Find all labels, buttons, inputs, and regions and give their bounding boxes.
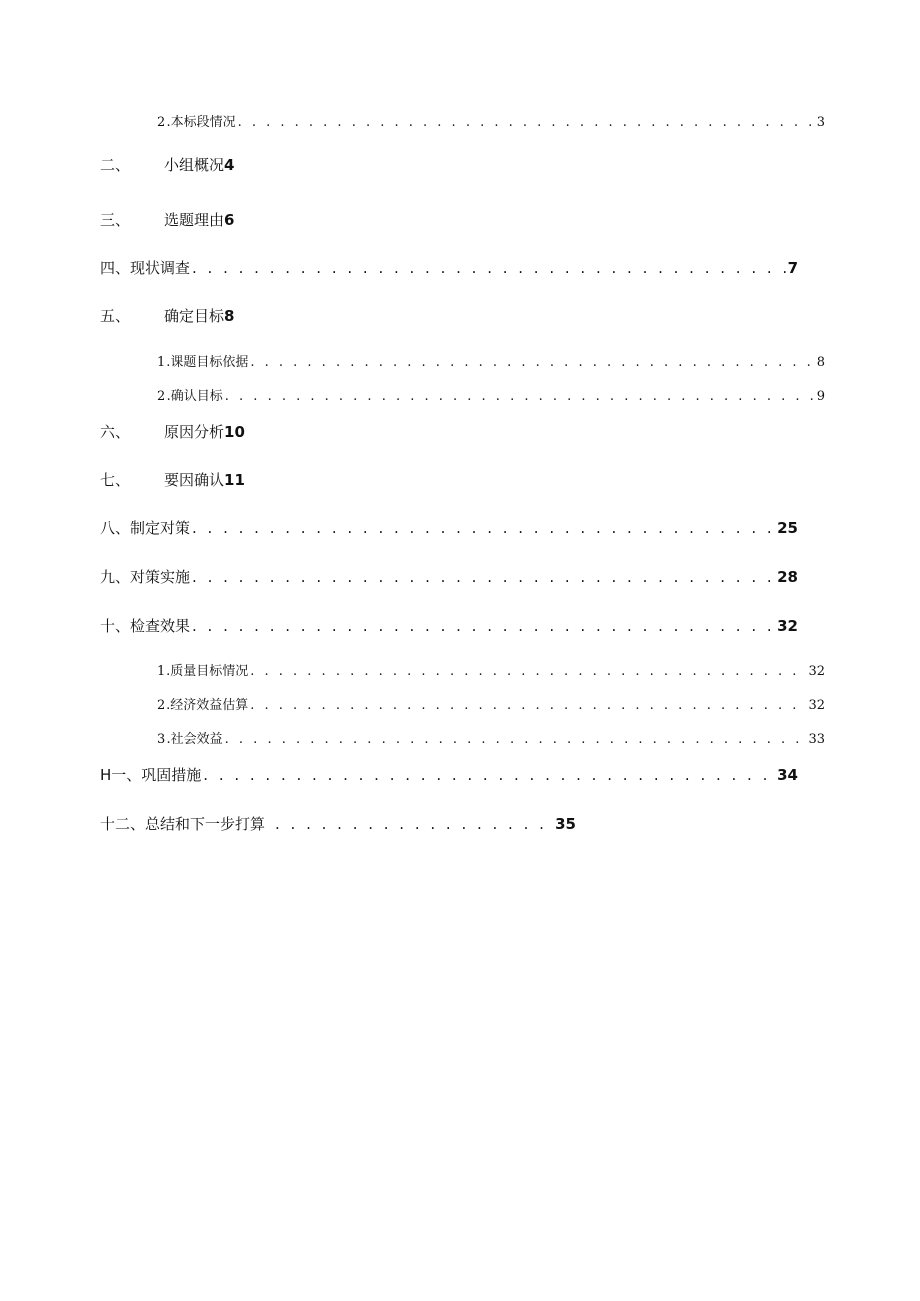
toc-entry-section-7[interactable] xyxy=(100,468,245,492)
toc-entry-sub-2-1[interactable] xyxy=(157,113,825,133)
toc-leader-dots xyxy=(203,763,775,787)
toc-entry-sub-5-1[interactable] xyxy=(157,353,825,373)
toc-entry-page: 32 xyxy=(808,698,825,713)
toc-entry-section-8[interactable] xyxy=(100,516,798,540)
toc-entry-prefix: 五、 xyxy=(100,307,131,325)
toc-entry-page: 34 xyxy=(777,766,798,784)
toc-entry-section-4[interactable] xyxy=(100,256,798,280)
toc-entry-page: 35 xyxy=(555,815,576,833)
toc-entry-page: 11 xyxy=(224,471,245,489)
toc-entry-title: .质量目标情况 xyxy=(166,664,249,679)
toc-entry-title: 十、检查效果 xyxy=(100,617,191,635)
toc-entry-section-9[interactable] xyxy=(100,565,798,589)
toc-entry-prefix: 六、 xyxy=(100,423,131,441)
toc-leader-dots xyxy=(250,353,814,373)
toc-entry-title: 对策实施 xyxy=(130,568,191,586)
toc-entry-page: 8 xyxy=(224,307,235,325)
toc-entry-title: 要因确认 xyxy=(164,471,225,489)
toc-leader-dots xyxy=(192,614,775,638)
toc-entry-section-5[interactable] xyxy=(100,304,234,328)
toc-entry-page: 32 xyxy=(808,664,825,679)
toc-leader-dots xyxy=(250,662,806,682)
toc-entry-prefix: 三、 xyxy=(100,211,131,229)
toc-entry-sub-10-1[interactable] xyxy=(157,662,825,682)
toc-entry-section-12[interactable] xyxy=(100,812,576,836)
toc-entry-page: 8 xyxy=(816,355,825,370)
toc-entry-title: .确认目标 xyxy=(166,389,223,404)
toc-entry-page: 6 xyxy=(224,211,235,229)
toc-entry-section-3[interactable] xyxy=(100,208,234,232)
toc-entry-number: 1 xyxy=(157,355,166,370)
toc-entry-number: 1 xyxy=(157,664,166,679)
toc-entry-page: 25 xyxy=(777,519,798,537)
toc-entry-title: H一、巩固措施 xyxy=(100,766,202,784)
toc-entry-page: 7 xyxy=(787,259,798,277)
toc-entry-section-2[interactable] xyxy=(100,153,234,177)
toc-entry-title: .经济效益估算 xyxy=(166,698,249,713)
toc-leader-dots xyxy=(250,696,806,716)
toc-entry-prefix: 九、 xyxy=(100,568,131,586)
toc-entry-title: 原因分析 xyxy=(164,423,225,441)
toc-entry-page: 28 xyxy=(777,568,798,586)
toc-entry-sub-10-2[interactable] xyxy=(157,696,825,716)
toc-entry-section-10[interactable] xyxy=(100,614,798,638)
toc-entry-title: .社会效益 xyxy=(166,732,223,747)
toc-entry-number: 3 xyxy=(157,732,166,747)
toc-leader-dots xyxy=(192,256,786,280)
toc-leader-dots xyxy=(275,812,553,836)
toc-entry-title: 确定目标 xyxy=(164,307,225,325)
toc-entry-number: 2 xyxy=(157,389,166,404)
toc-entry-page: 9 xyxy=(816,389,825,404)
toc-entry-page: 10 xyxy=(224,423,245,441)
toc-entry-number: 2 xyxy=(157,698,166,713)
toc-entry-prefix: 二、 xyxy=(100,156,131,174)
toc-entry-sub-10-3[interactable] xyxy=(157,730,825,750)
toc-entry-title: .本标段情况 xyxy=(166,115,236,130)
toc-leader-dots xyxy=(225,730,807,750)
toc-entry-title: 选题理由 xyxy=(164,211,225,229)
toc-entry-page: 33 xyxy=(808,732,825,747)
toc-entry-page: 4 xyxy=(224,156,235,174)
toc-entry-title: .课题目标依据 xyxy=(166,355,249,370)
toc-leader-dots xyxy=(225,387,815,407)
toc-entry-page: 32 xyxy=(777,617,798,635)
toc-leader-dots xyxy=(192,516,775,540)
toc-leader-dots xyxy=(238,113,815,133)
toc-entry-sub-5-2[interactable] xyxy=(157,387,825,407)
toc-entry-title: 十二、总结和下一步打算 xyxy=(100,815,266,833)
toc-entry-prefix: 七、 xyxy=(100,471,131,489)
toc-entry-number: 2 xyxy=(157,115,166,130)
toc-entry-section-6[interactable] xyxy=(100,420,245,444)
toc-entry-title: 小组概况 xyxy=(164,156,225,174)
toc-entry-title: 八、制定对策 xyxy=(100,519,191,537)
toc-entry-page: 3 xyxy=(816,115,825,130)
toc-leader-dots xyxy=(192,565,775,589)
toc-entry-section-11[interactable] xyxy=(100,763,798,787)
toc-entry-title: 四、现状调查 xyxy=(100,259,191,277)
